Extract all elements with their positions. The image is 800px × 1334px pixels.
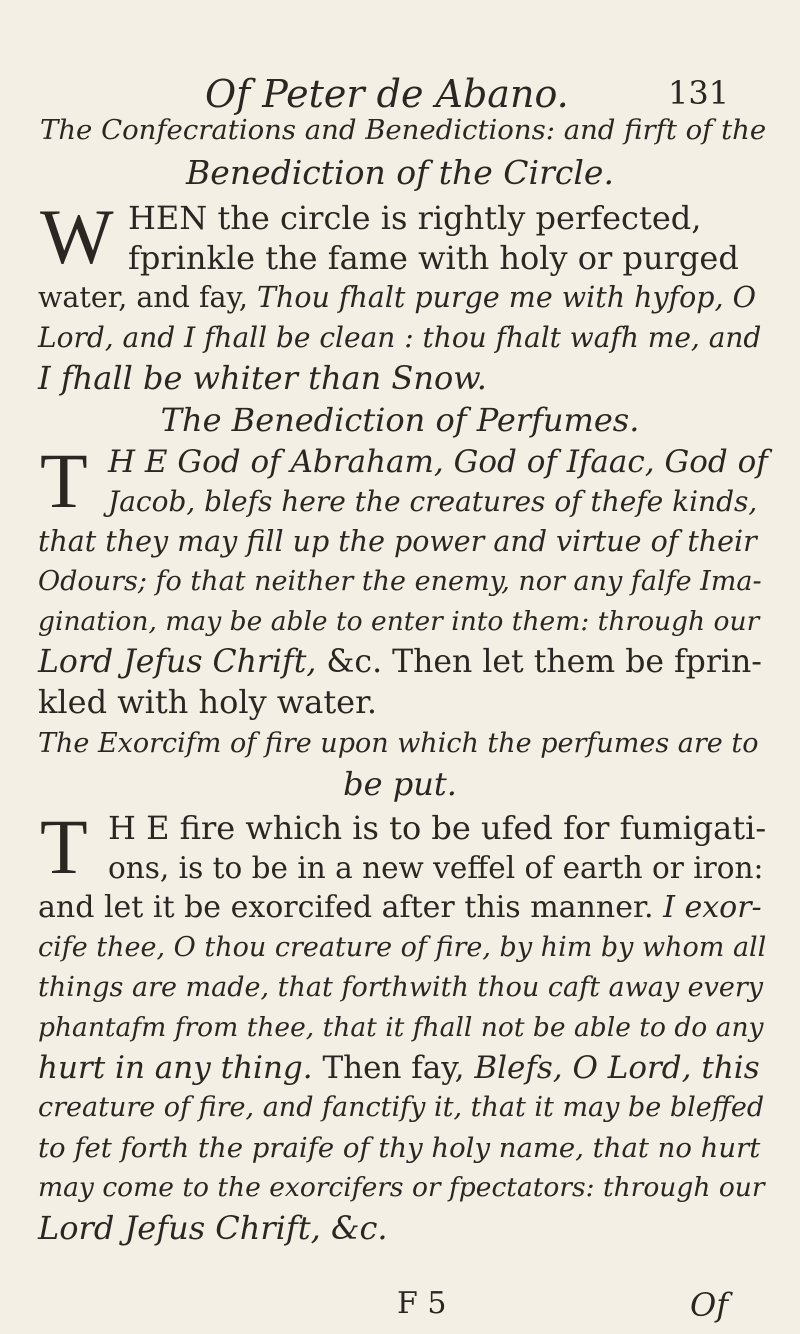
para3-line4: cife thee, O thou creature of fire, by him by whom all <box>38 932 767 963</box>
para2-line3: that they may fill up the power and virtue of their <box>38 525 757 558</box>
para3-line8: creature of fire, and fanctify it, that it may be bleffed <box>38 1092 765 1123</box>
heading-exorcism-fire-line1: The Exorcifm of fire upon which the perfumes are to <box>38 728 759 759</box>
para3-line7-italic-b: Blefs, O Lord, this <box>474 1050 760 1086</box>
para1-line2: fprinkle the fame with holy or purged <box>128 239 739 277</box>
page-number: 131 <box>668 74 730 112</box>
para3-line7 <box>38 1048 768 1088</box>
para2-line5: gination, may be able to enter into them: through our <box>38 606 760 637</box>
para3-line3-italic: I exor- <box>663 890 762 925</box>
para2-line2: Jacob, blefs here the creatures of thefe kinds, <box>108 485 758 518</box>
catchword: Of <box>690 1286 729 1324</box>
para2-line6-italic: Lord Jefus Chrift, <box>38 644 327 680</box>
para2-line1: H E God of Abraham, God of Ifaac, God of <box>108 444 768 480</box>
para1-line3 <box>38 278 768 318</box>
para1-line5: I fhall be whiter than Snow. <box>38 359 487 397</box>
page-footer <box>0 1286 800 1330</box>
heading-benediction-perfumes: The Benediction of Perfumes. <box>160 401 640 439</box>
heading-consecrations-line1: The Confecrations and Benedictions: and firft of the <box>40 114 767 146</box>
para3-line9: to fet forth the praife of thy holy name, that no hurt <box>38 1132 761 1164</box>
para2-line6 <box>38 642 768 682</box>
drop-cap-t2: T <box>40 803 88 890</box>
para3-line6: phantafm from thee, that it fhall not be able to do any <box>38 1012 764 1043</box>
para3-line11: Lord Jefus Chrift, &c. <box>38 1209 388 1247</box>
heading-exorcism-fire-line2: be put. <box>343 765 457 803</box>
para1-line3-roman: water, and fay, <box>38 281 257 314</box>
para2-line6-roman: &c. Then let them be fprin- <box>326 644 762 680</box>
para1-line3-italic: Thou fhalt purge me with hyfop, O <box>256 281 757 314</box>
para3-line3-roman: and let it be exorcifed after this manner. <box>38 890 664 925</box>
para1-line1: HEN the circle is rightly perfected, <box>128 199 702 237</box>
para3-line3 <box>38 888 768 928</box>
heading-consecrations-line2: Benediction of the Circle. <box>186 153 614 192</box>
para3-line5: things are made, that forthwith thou caft away every <box>38 972 764 1003</box>
para3-line10: may come to the exorcifers or fpectators: through our <box>38 1172 765 1203</box>
para1-line4: Lord, and I fhall be clean : thou fhalt wafh me, and <box>38 321 762 354</box>
signature-mark: F 5 <box>397 1286 447 1321</box>
para3-line2: ons, is to be in a new veffel of earth or iron: <box>108 851 764 885</box>
para2-line7: kled with holy water. <box>38 683 378 721</box>
drop-cap-t1: T <box>40 437 88 524</box>
para3-line7-italic-a: hurt in any thing. <box>38 1050 323 1086</box>
para3-line7-roman: Then fay, <box>322 1050 475 1086</box>
drop-cap-w: W <box>40 193 114 280</box>
para2-line4: Odours; fo that neither the enemy, nor any falfe Ima- <box>38 566 762 597</box>
running-head-title: Of Peter de Abano. <box>205 72 569 116</box>
para3-line1: H E fire which is to be ufed for fumigati- <box>108 809 767 847</box>
